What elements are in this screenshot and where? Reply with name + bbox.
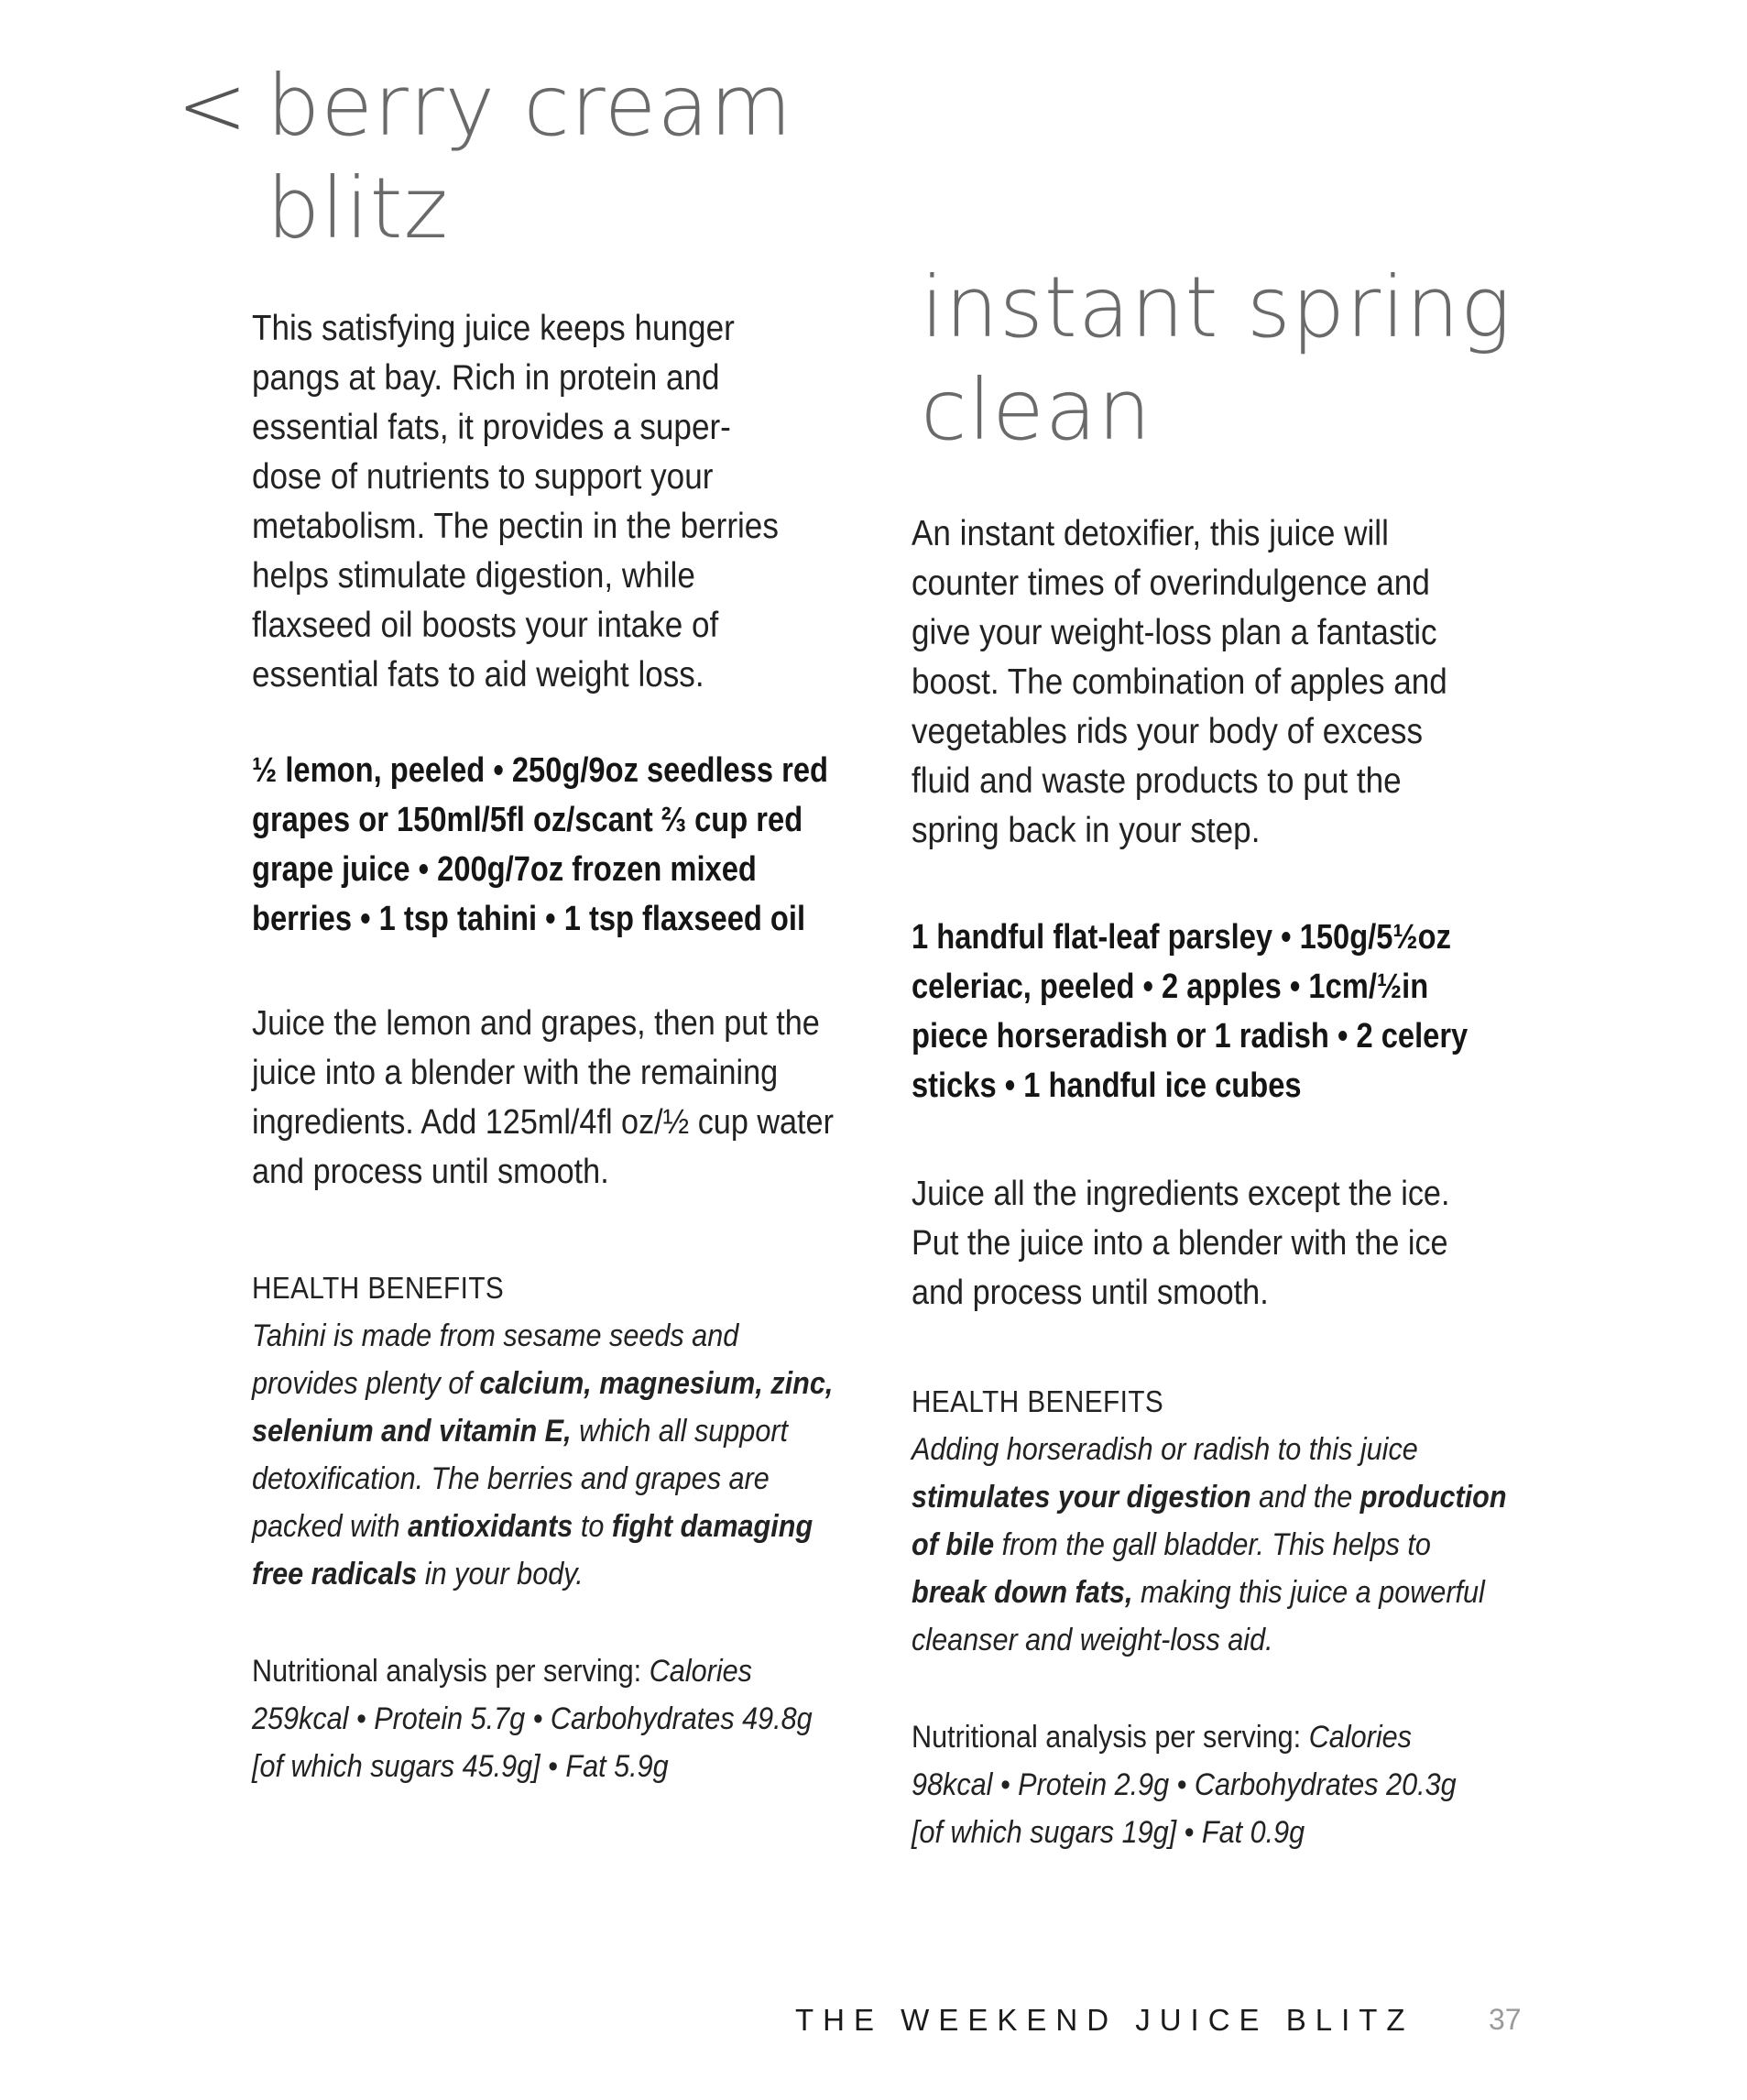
- text-line: counter times of overindulgence and: [912, 563, 1430, 603]
- text-line: fluid and waste products to put the: [912, 761, 1402, 801]
- text-span: to: [573, 1509, 612, 1544]
- text-line: grapes or 150ml/5fl oz/scant ⅔ cup red: [252, 801, 803, 839]
- text-line: An instant detoxifier, this juice will: [912, 514, 1389, 553]
- text-line: helps stimulate digestion, while: [252, 556, 695, 596]
- text-line: sticks • 1 handful ice cubes: [912, 1066, 1302, 1105]
- text-span: in your body.: [417, 1557, 584, 1591]
- health-benefits-heading: HEALTH BENEFITS: [252, 1271, 505, 1305]
- text-span: making this juice a powerful: [1132, 1575, 1485, 1610]
- text-line: Put the juice into a blender with the ice: [912, 1224, 1448, 1263]
- bold-span: free radicals: [252, 1557, 418, 1591]
- text-line: essential fats, it provides a super-: [252, 408, 731, 447]
- text-line: give your weight-loss plan a fantastic: [912, 613, 1437, 652]
- text-line: Juice all the ingredients except the ice.: [912, 1175, 1450, 1213]
- text-line: detoxification. The berries and grapes are: [252, 1461, 770, 1496]
- ingredients-list: [912, 913, 1551, 1110]
- text-span: from the gall bladder. This helps to: [994, 1527, 1431, 1562]
- nutrition-label: Nutritional analysis per serving:: [252, 1654, 650, 1689]
- recipe-intro: [252, 304, 874, 700]
- text-line: vegetables rids your body of excess: [912, 712, 1424, 751]
- text-line: Adding horseradish or radish to this juice: [912, 1432, 1418, 1467]
- nutritional-analysis: [252, 1647, 874, 1790]
- text-line: pangs at bay. Rich in protein and: [252, 358, 720, 398]
- title-line-1: berry cream: [267, 57, 793, 155]
- text-span: Calories: [649, 1654, 752, 1689]
- bold-span: production: [1359, 1480, 1507, 1515]
- title-line-1: instant spring: [921, 258, 1512, 356]
- text-span: which all support: [571, 1414, 789, 1449]
- ingredients-list: [252, 746, 873, 944]
- text-line: This satisfying juice keeps hunger: [252, 309, 735, 348]
- bold-span: selenium and vitamin E,: [252, 1414, 572, 1449]
- text-line: flaxseed oil boosts your intake of: [252, 606, 719, 645]
- text-line: [of which sugars 19g] • Fat 0.9g: [912, 1815, 1305, 1850]
- bold-span: of bile: [912, 1527, 995, 1562]
- bold-span: calcium, magnesium, zinc,: [479, 1366, 834, 1401]
- text-span: packed with: [252, 1509, 409, 1544]
- nutrition-label: Nutritional analysis per serving:: [912, 1720, 1309, 1755]
- recipe-intro: [912, 509, 1552, 856]
- text-line: and process until smooth.: [912, 1274, 1269, 1312]
- text-line: celeriac, peeled • 2 apples • 1cm/½in: [912, 968, 1429, 1006]
- text-line: 259kcal • Protein 5.7g • Carbohydrates 49.8g: [252, 1701, 813, 1736]
- text-line: ingredients. Add 125ml/4fl oz/½ cup water: [252, 1103, 834, 1142]
- text-line: boost. The combination of apples and: [912, 662, 1447, 702]
- text-span: and the: [1250, 1480, 1360, 1515]
- bold-span: stimulates your digestion: [912, 1480, 1251, 1515]
- back-arrow-icon[interactable]: <: [177, 57, 249, 155]
- health-benefits-text: [912, 1426, 1552, 1664]
- nutritional-analysis: [912, 1713, 1552, 1856]
- running-footer-title: THE WEEKEND JUICE BLITZ: [795, 2003, 1414, 2037]
- bold-span: break down fats,: [912, 1575, 1133, 1610]
- text-line: cleanser and weight-loss aid.: [912, 1623, 1273, 1657]
- text-line: ½ lemon, peeled • 250g/9oz seedless red: [252, 751, 829, 790]
- recipe-title: [921, 257, 1553, 462]
- title-line-2: blitz: [267, 159, 449, 257]
- text-line: Juice the lemon and grapes, then put the: [252, 1004, 820, 1043]
- text-line: essential fats to aid weight loss.: [252, 655, 704, 695]
- text-span: provides plenty of: [252, 1366, 480, 1401]
- text-line: Tahini is made from sesame seeds and: [252, 1318, 739, 1353]
- text-line: 1 handful flat-leaf parsley • 150g/5½oz: [912, 918, 1451, 957]
- health-benefits-text: [252, 1312, 874, 1598]
- method-instructions: [912, 1169, 1552, 1318]
- health-benefits-heading: HEALTH BENEFITS: [912, 1384, 1164, 1418]
- text-line: grape juice • 200g/7oz frozen mixed: [252, 850, 757, 889]
- title-line-2: clean: [921, 361, 1152, 459]
- text-line: spring back in your step.: [912, 811, 1261, 850]
- text-line: [of which sugars 45.9g] • Fat 5.9g: [252, 1749, 669, 1784]
- bold-span: antioxidants: [408, 1509, 573, 1544]
- text-line: juice into a blender with the remaining: [252, 1054, 779, 1092]
- text-line: piece horseradish or 1 radish • 2 celery: [912, 1017, 1469, 1055]
- text-line: dose of nutrients to support your: [252, 457, 714, 497]
- recipe-instant-spring-clean: [912, 257, 1553, 1856]
- text-line: 98kcal • Protein 2.9g • Carbohydrates 20.3g: [912, 1767, 1457, 1802]
- text-line: and process until smooth.: [252, 1153, 609, 1191]
- text-line: metabolism. The pectin in the berries: [252, 507, 779, 546]
- page-number: 37: [1489, 2003, 1522, 2036]
- bold-span: fight damaging: [611, 1509, 813, 1544]
- text-line: berries • 1 tsp tahini • 1 tsp flaxseed oil: [252, 900, 806, 938]
- recipe-title: [177, 55, 875, 260]
- recipe-berry-cream-blitz: [177, 55, 875, 1790]
- text-span: Calories: [1308, 1720, 1412, 1755]
- method-instructions: [252, 999, 874, 1197]
